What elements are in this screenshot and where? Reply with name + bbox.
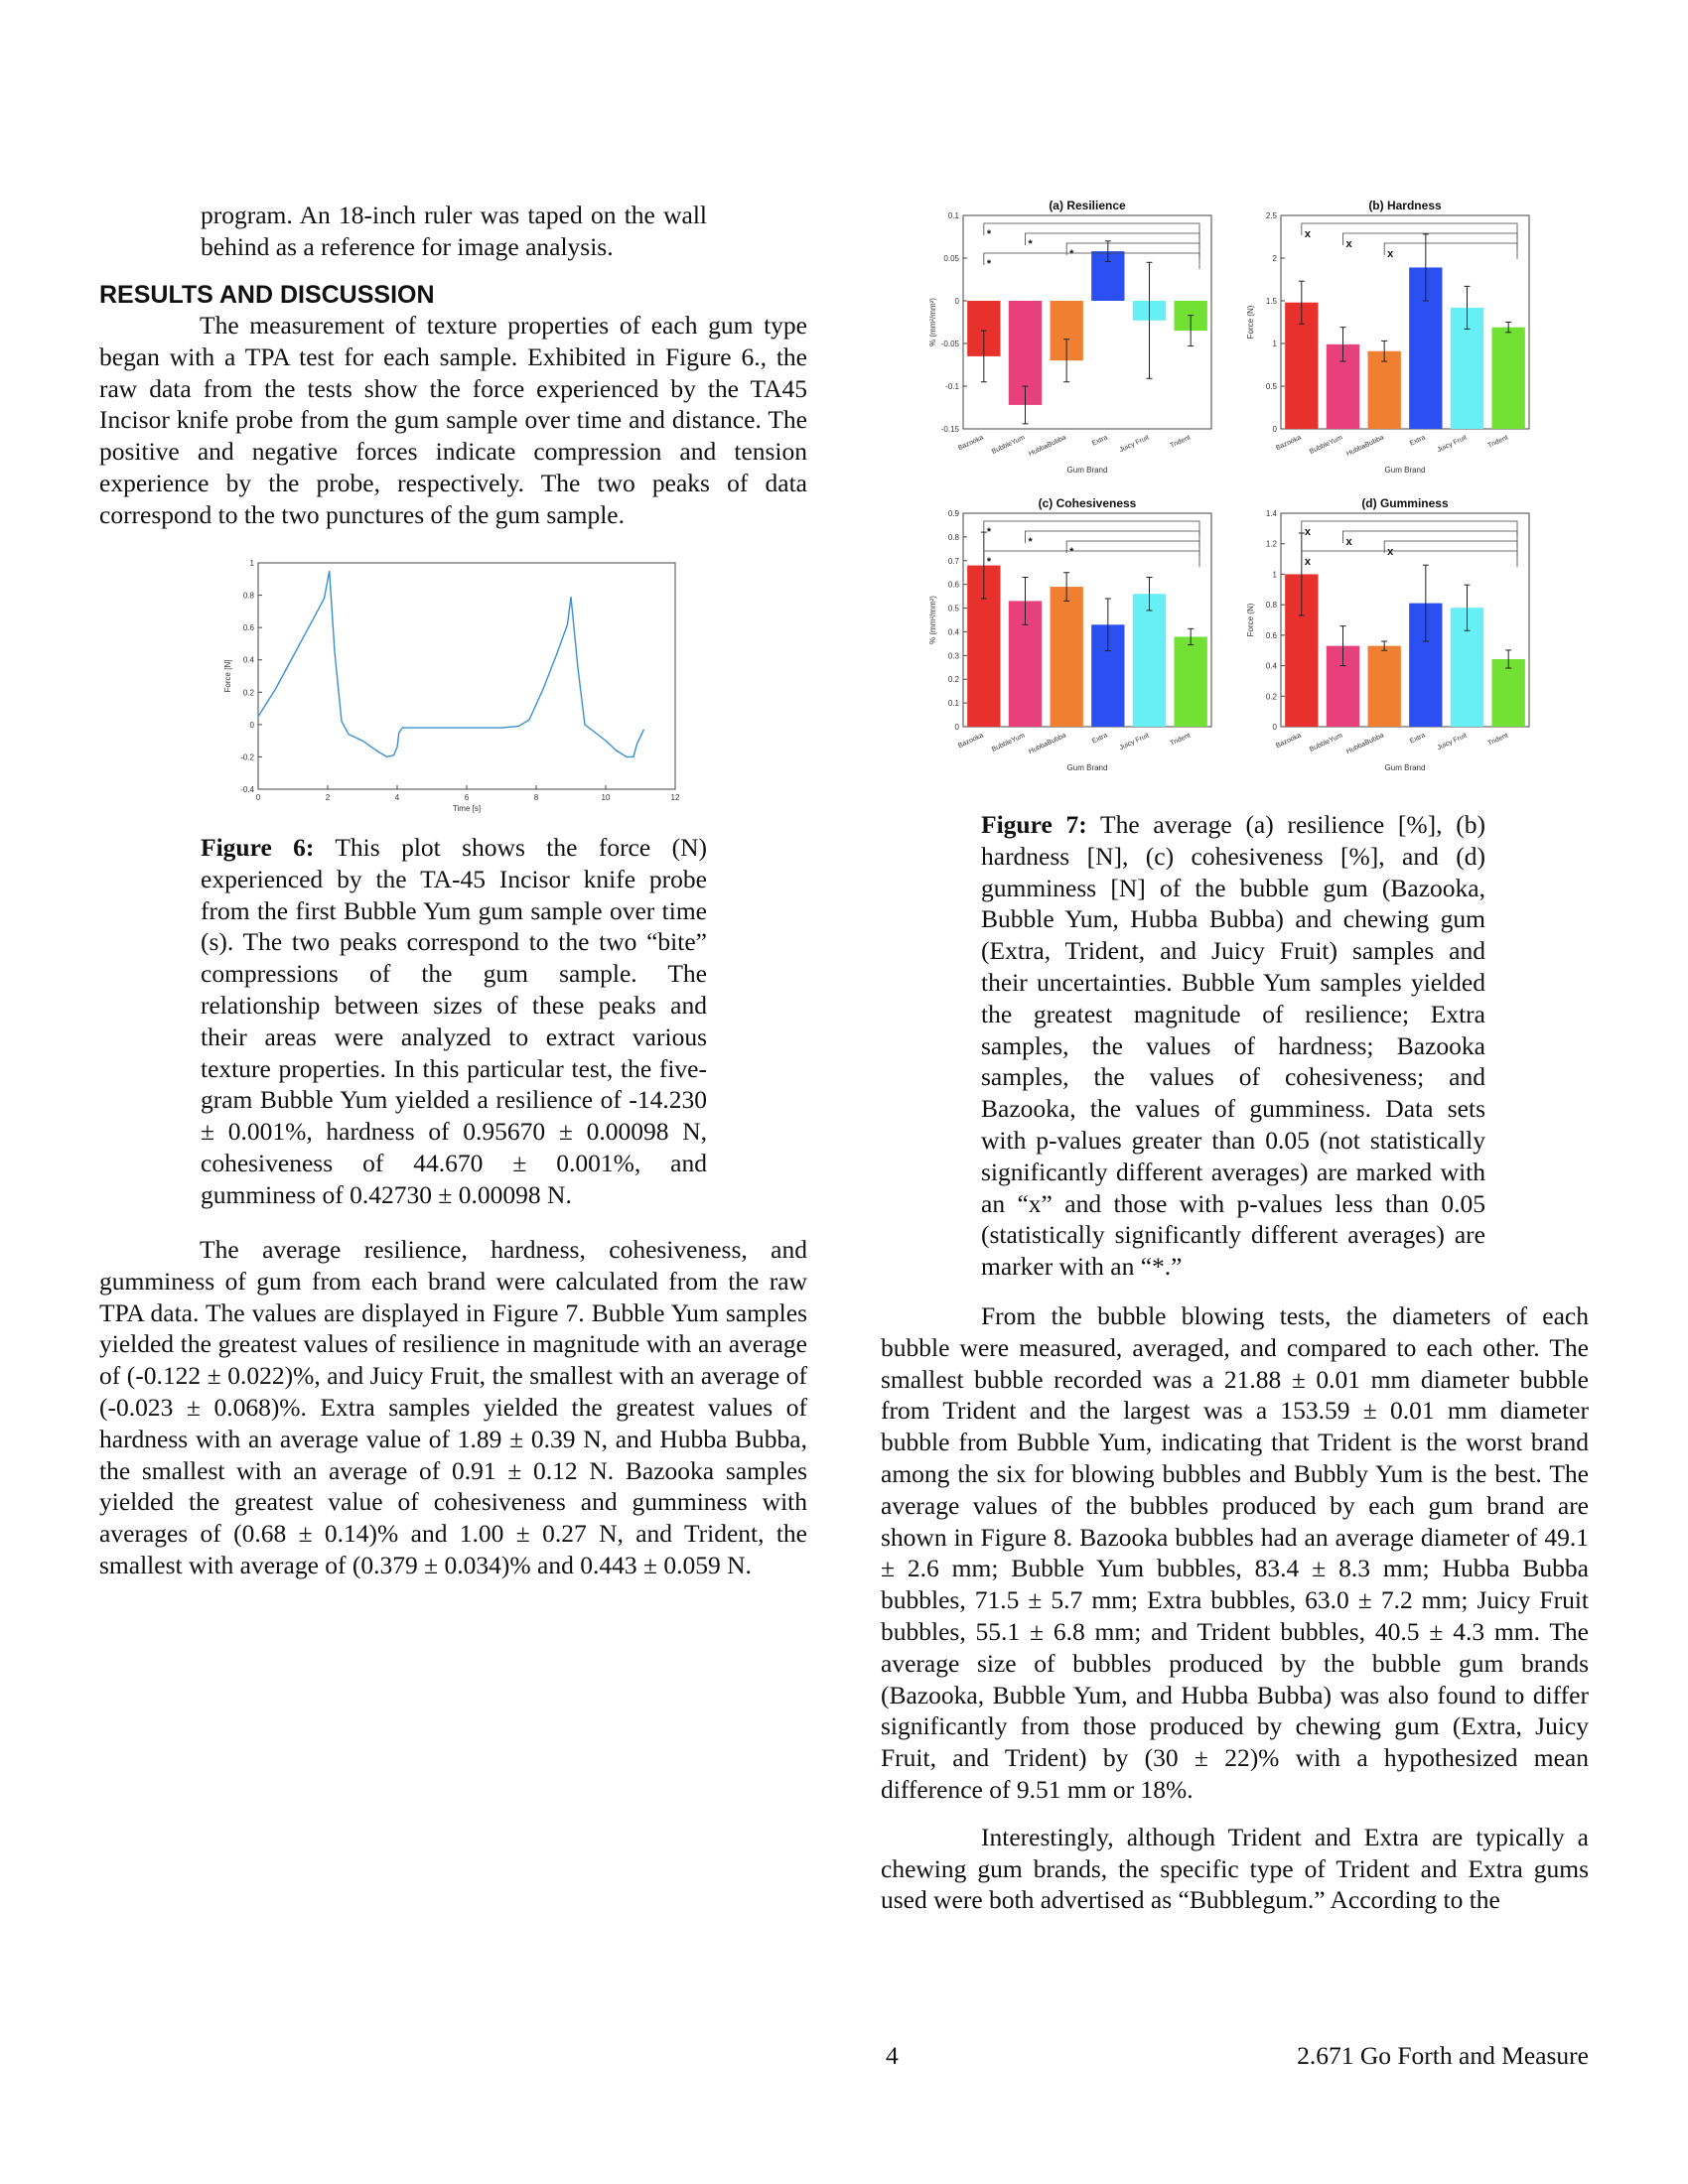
figure-6-frame xyxy=(258,563,675,789)
x-tick-label: Juicy Fruit xyxy=(1436,434,1469,455)
significance-bracket xyxy=(1302,521,1517,537)
significance-bracket xyxy=(1302,551,1517,567)
significance-bracket xyxy=(1026,531,1200,547)
significance-marker: * xyxy=(1028,536,1033,548)
y-tick-label: 0.3 xyxy=(947,651,959,661)
y-tick-label: 1.2 xyxy=(1265,539,1277,549)
x-tick-label: Bazooka xyxy=(957,732,985,751)
y-tick-label: 2 xyxy=(1272,254,1277,263)
y-tick-label: 0.1 xyxy=(947,211,959,220)
y-tick-label: -0.05 xyxy=(940,340,959,348)
results-paragraph-3: From the bubble blowing tests, the diameters of each bubble were measured, averaged, and compared to each other. The smallest bubble recorded was a 21.88 ± 0.01 mm diameter bubble from Trident and the largest was a 153.59 ± 0.01 mm diameter bubble from Bubble Yum, indicating that Trident is the worst brand among the six for blowing bubbles and Bubbly Yum is the best. The average values of the bubbles produced by each gum brand are shown in Figure 8. Bazooka bubbles had an average diameter of 49.1 ± 2.6 mm; Bubble Yum bubbles, 83.4 ± 8.3 mm; Hubba Bubba bubbles, 71.5 ± 5.7 mm; Extra bubbles, 63.0 ± 7.2 mm; Juicy Fruit bubbles, 55.1 ± 6.8 mm; and Trident bubbles, 40.5 ± 4.3 mm. The average size of bubbles produced by the bubble gum brands (Bazooka, Bubble Yum, and Hubba Bubba) was also found to differ significantly from those produced by chewing gum (Extra, Juicy Fruit, and Trident) by (30 ± 22)% with a hypothesized mean difference of 9.51 mm or 18%. xyxy=(881,1301,1589,1804)
y-tick-label: 0.5 xyxy=(947,604,959,614)
significance-marker: * xyxy=(1069,248,1074,260)
significance-bracket xyxy=(1343,531,1518,547)
y-axis-label: % (mm²/mm²) xyxy=(928,596,937,644)
significance-bracket xyxy=(1066,243,1199,259)
y-tick-label: 0 xyxy=(1272,425,1277,434)
bar-hubbabubba xyxy=(1368,646,1401,727)
bar-hubbabubba xyxy=(1368,351,1401,429)
x-tick-label: Juicy Fruit xyxy=(1436,732,1469,752)
panel-title: (c) Cohesiveness xyxy=(1038,496,1137,510)
x-tick-label: Bazooka xyxy=(1275,434,1303,453)
x-tick-label: 0 xyxy=(255,793,261,802)
y-tick-label: -0.4 xyxy=(240,785,254,794)
significance-bracket xyxy=(1343,233,1518,249)
x-axis-label: Gum Brand xyxy=(1384,466,1426,475)
force-series-line xyxy=(258,571,644,756)
panel-hardness xyxy=(1246,199,1529,475)
x-tick-label: Trident xyxy=(1169,732,1193,748)
y-tick-label: 0.8 xyxy=(947,532,959,542)
y-tick-label: 0.05 xyxy=(943,254,959,263)
x-axis-label: Gum Brand xyxy=(1066,763,1108,772)
y-tick-label: 1 xyxy=(1272,340,1277,348)
x-tick-label: Extra xyxy=(1090,434,1109,448)
x-tick-label: Trident xyxy=(1486,434,1510,450)
panel-resilience xyxy=(928,199,1211,475)
y-tick-label: -0.15 xyxy=(940,425,959,434)
y-tick-label: 0.7 xyxy=(947,556,959,566)
x-tick-label: 4 xyxy=(394,793,400,802)
bar-trident xyxy=(1492,659,1525,727)
significance-marker: * xyxy=(1069,546,1074,558)
y-tick-label: -0.2 xyxy=(240,752,254,762)
panel-title: (b) Hardness xyxy=(1368,199,1442,212)
y-axis-label: Force (N) xyxy=(1246,305,1255,340)
y-tick-label: 1.4 xyxy=(1265,509,1277,518)
y-tick-label: 0.2 xyxy=(242,688,254,698)
x-tick-label: Juicy Fruit xyxy=(1118,434,1151,455)
x-axis-label: Gum Brand xyxy=(1384,763,1426,772)
figure-6-chart xyxy=(218,551,695,819)
x-tick-label: Trident xyxy=(1169,434,1193,450)
significance-marker: * xyxy=(1028,238,1033,250)
panel-gumminess xyxy=(1246,496,1529,772)
panel-title: (a) Resilience xyxy=(1049,199,1126,212)
significance-bracket xyxy=(1026,233,1200,249)
y-tick-label: 0 xyxy=(249,720,254,730)
results-paragraph-2: The average resilience, hardness, cohesiveness, and gumminess of gum from each brand were calculated from the raw TPA data. The values are displayed in Figure 7. Bubble Yum samples yielded the greatest values of resilience in magnitude with an average of (-0.122 ± 0.022)%, and Juicy Fruit, the smallest with an average of (-0.023 ± 0.068)%. Extra samples yielded the greatest values of hardness with an average value of 1.89 ± 0.39 N, and Hubba Bubba, the smallest with an average of 0.91 ± 0.12 N. Bazooka samples yielded the greatest value of cohesiveness and gumminess with averages of (0.68 ± 0.14)% and 1.00 ± 0.27 N, and Trident, the smallest with average of (0.379 ± 0.034)% and 0.443 ± 0.059 N. xyxy=(99,1235,807,1579)
significance-bracket xyxy=(984,223,1199,239)
y-tick-label: 0.4 xyxy=(1265,661,1277,671)
significance-bracket xyxy=(1384,243,1517,259)
results-section xyxy=(99,280,807,531)
y-tick-label: 0.4 xyxy=(947,627,959,637)
x-tick-label: Extra xyxy=(1090,732,1109,746)
significance-bracket xyxy=(984,551,1199,567)
y-tick-label: 0.1 xyxy=(947,699,959,709)
significance-marker: x xyxy=(1304,556,1311,568)
x-tick-label: BubbleYum xyxy=(1308,732,1344,753)
y-tick-label: 2.5 xyxy=(1265,211,1277,220)
figure-7-caption-text: The average (a) resilience [%], (b) hardness [N], (c) cohesiveness [%], and (d) gumminess [N] of the bubble gum (Bazooka, Bubble Yum, Hubba Bubba) and chewing gum (Extra, Trident, and Juicy Fruit) samples and their uncertainties. Bubble Yum samples yielded the greatest magnitude of resilience; Extra samples, the values of hardness; Bazooka samples, the values of cohesiveness; and Bazooka, the values of gumminess. Data sets with p-values greater than 0.05 (not statistically significantly different averages) are marked with an “x” and those with p-values less than 0.05 (statistically significantly different averages) are marker with an “*.” xyxy=(981,810,1485,1282)
x-tick-label: Trident xyxy=(1486,732,1510,748)
y-tick-label: 0.6 xyxy=(1265,630,1277,640)
x-tick-label: 6 xyxy=(464,793,470,802)
bar-juicy-fruit xyxy=(1133,594,1166,727)
y-tick-label: 0.6 xyxy=(242,623,254,633)
panel-title: (d) Gumminess xyxy=(1361,496,1449,510)
significance-marker: x xyxy=(1387,248,1394,260)
y-axis-label: Force [N] xyxy=(223,659,232,693)
y-axis-label: % (mm²/mm²) xyxy=(928,298,937,346)
x-tick-label: 2 xyxy=(325,793,331,802)
significance-bracket xyxy=(984,521,1199,537)
x-tick-label: 8 xyxy=(533,793,539,802)
x-tick-label: Bazooka xyxy=(1275,732,1303,751)
page-number: 4 xyxy=(886,2041,899,2070)
y-axis-label: Force (N) xyxy=(1246,603,1255,637)
y-tick-label: 0 xyxy=(1272,723,1277,732)
figure-7-caption xyxy=(981,809,1485,1283)
significance-bracket xyxy=(1066,541,1199,557)
x-tick-label: Extra xyxy=(1408,434,1427,448)
y-tick-label: 0.2 xyxy=(1265,692,1277,702)
y-tick-label: 1 xyxy=(1272,570,1277,580)
results-paragraph-1: The measurement of texture properties of each gum type began with a TPA test for each sample. Exhibited in Figure 6., the raw data from the tests show the force experienced by the TA45 Incisor knife probe from the gum sample over time and distance. The positive and negative forces indicate compression and tension experience by the probe, respectively. The two peaks of data correspond to the two punctures of the gum sample. xyxy=(99,311,807,529)
x-axis-label: Gum Brand xyxy=(1066,466,1108,475)
results-paragraph-2-block xyxy=(99,1234,807,1581)
x-tick-label: HubbaBubba xyxy=(1345,434,1386,459)
x-axis-label: Time [s] xyxy=(452,804,482,813)
x-tick-label: BubbleYum xyxy=(1308,434,1344,456)
significance-marker: x xyxy=(1304,228,1311,240)
y-tick-label: 1 xyxy=(249,559,254,568)
x-tick-label: HubbaBubba xyxy=(1028,434,1068,459)
continuation-paragraph: program. An 18-inch ruler was taped on the wall behind as a reference for image analysis. xyxy=(201,201,707,261)
bar-hubbabubba xyxy=(1051,587,1083,727)
figure-7-charts xyxy=(923,194,1559,799)
results-paragraph-4: Interestingly, although Trident and Extra are typically a chewing gum brands, the specific type of Trident and Extra gums used were both advertised as “Bubblegum.” According to the xyxy=(881,1822,1589,1915)
y-tick-label: -0.1 xyxy=(945,382,959,391)
x-tick-label: HubbaBubba xyxy=(1345,732,1386,756)
x-tick-label: Bazooka xyxy=(957,434,985,453)
significance-marker: x xyxy=(1304,526,1311,538)
x-tick-label: Juicy Fruit xyxy=(1118,732,1151,752)
significance-marker: * xyxy=(986,526,992,538)
x-tick-label: Extra xyxy=(1408,732,1427,746)
significance-marker: x xyxy=(1387,546,1394,558)
y-tick-label: 0.5 xyxy=(1265,382,1277,391)
figure-6-caption xyxy=(201,832,707,1211)
bar-trident xyxy=(1175,636,1207,727)
figure-6-caption-text: This plot shows the force (N) experienced by the TA-45 Incisor knife probe from the first Bubble Yum gum sample over time (s). The two peaks correspond to the two “bite” compressions of the gum sample. The relationship between sizes of these peaks and their areas were analyzed to extract various texture properties. In this particular test, the five-gram Bubble Yum yielded a resilience of -14.230 ± 0.001%, hardness of 0.95670 ± 0.00098 N, cohesiveness of 44.670 ± 0.001%, and gumminess of 0.42730 ± 0.00098 N. xyxy=(201,833,707,1209)
x-tick-label: HubbaBubba xyxy=(1028,732,1068,756)
bar-trident xyxy=(1492,328,1525,429)
significance-bracket xyxy=(1384,541,1517,557)
figure-6-caption-label: Figure 6: xyxy=(201,833,315,862)
y-tick-label: 1.5 xyxy=(1265,297,1277,306)
panel-cohesiveness xyxy=(928,496,1211,772)
section-heading: RESULTS AND DISCUSSION xyxy=(99,281,435,309)
significance-marker: x xyxy=(1345,536,1352,548)
x-tick-label: BubbleYum xyxy=(990,434,1027,456)
figure-6-axes xyxy=(223,559,680,813)
significance-marker: * xyxy=(986,556,992,568)
y-tick-label: 0.9 xyxy=(947,509,959,518)
figure-7-caption-label: Figure 7: xyxy=(981,810,1087,839)
y-tick-label: 0 xyxy=(954,723,959,732)
y-tick-label: 0.6 xyxy=(947,580,959,590)
x-tick-label: 12 xyxy=(670,793,680,802)
significance-bracket xyxy=(1302,223,1517,239)
significance-marker: * xyxy=(986,258,992,270)
y-tick-label: 0.4 xyxy=(242,655,254,665)
y-tick-label: 0.2 xyxy=(947,675,959,685)
significance-marker: x xyxy=(1345,238,1352,250)
y-tick-label: 0.8 xyxy=(242,591,254,601)
results-paragraph-3-block xyxy=(881,1300,1589,1916)
significance-marker: * xyxy=(986,228,992,240)
x-tick-label: BubbleYum xyxy=(990,732,1027,753)
footer-title: 2.671 Go Forth and Measure xyxy=(1297,2041,1589,2070)
y-tick-label: 0 xyxy=(954,297,959,306)
x-tick-label: 10 xyxy=(601,793,611,802)
figure-6-plot xyxy=(258,571,644,756)
y-tick-label: 0.8 xyxy=(1265,601,1277,611)
